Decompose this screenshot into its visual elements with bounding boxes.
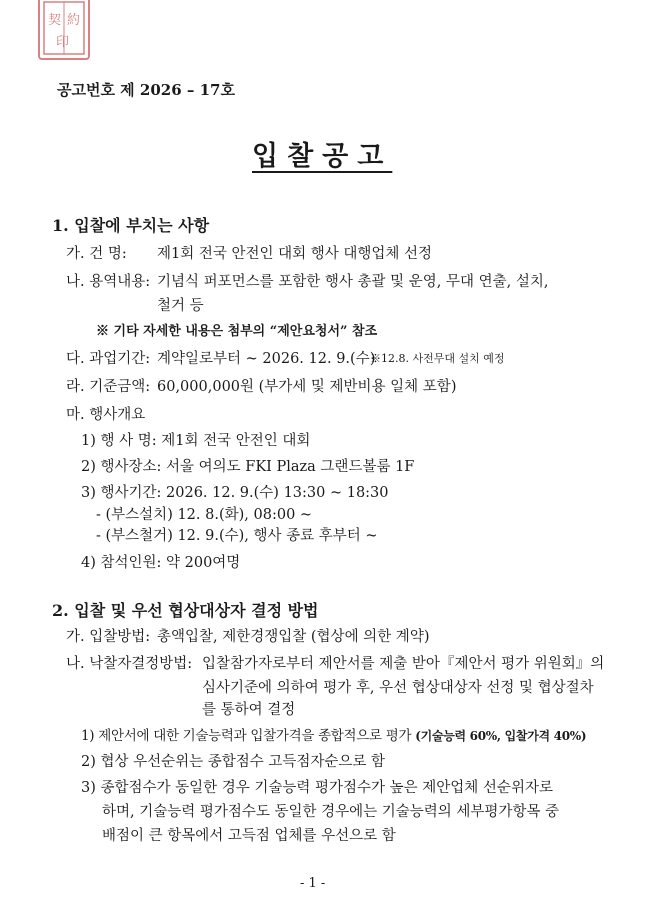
s2-na-label: 나. 낙찰자결정방법: bbox=[66, 656, 193, 672]
s2-item-2: 2) 협상 우선순위는 종합점수 고득점자순으로 함 bbox=[81, 754, 386, 770]
official-seal-icon bbox=[38, 0, 90, 60]
s1-na-value-line2: 철거 등 bbox=[157, 298, 204, 314]
s2-ga-label: 가. 입찰방법: bbox=[66, 629, 151, 645]
svg-text:約: 約 bbox=[67, 13, 81, 28]
s2-na-value-line1: 입찰참가자로부터 제안서를 제출 받아『제안서 평가 위원회』의 bbox=[202, 656, 605, 672]
s1-ga-value: 제1회 전국 안전인 대회 행사 대행업체 선정 bbox=[157, 246, 432, 262]
s1-da-value: 계약일로부터 ~ 2026. 12. 9.(수) bbox=[157, 351, 376, 367]
s1-na-label: 나. 용역내용: bbox=[66, 274, 151, 290]
s1-da-note: ※12.8. 사전무대 설치 예정 bbox=[370, 352, 505, 365]
s1-ra-value: 60,000,000원 (부가세 및 제반비용 일체 포함) bbox=[157, 379, 457, 395]
s2-item-3-line2: 하며, 기술능력 평가점수도 동일한 경우에는 기술능력의 세부평가항목 중 bbox=[102, 804, 560, 820]
section-1-heading: 1. 입찰에 부치는 사항 bbox=[52, 216, 210, 235]
s2-ga-value: 총액입찰, 제한경쟁입찰 (협상에 의한 계약) bbox=[157, 629, 430, 645]
s1-ma-item-3: 3) 행사기간: 2026. 12. 9.(수) 13:30 ~ 18:30 bbox=[81, 485, 389, 501]
s2-item-3-line1: 3) 종합점수가 동일한 경우 기술능력 평가점수가 높은 제안업체 선순위자로 bbox=[81, 780, 553, 796]
page-number: - 1 - bbox=[300, 876, 326, 891]
s1-reference-note: ※ 기타 자세한 내용은 첨부의 “제안요청서” 참조 bbox=[96, 324, 378, 339]
s1-ma-item-3a: - (부스설치) 12. 8.(화), 08:00 ~ bbox=[96, 507, 313, 523]
notice-number: 공고번호 제 2026 – 17호 bbox=[57, 81, 235, 99]
s1-ra-label: 라. 기준금액: bbox=[66, 379, 151, 395]
s1-na-value-line1: 기념식 퍼포먼스를 포함한 행사 총괄 및 운영, 무대 연출, 설치, bbox=[157, 274, 549, 290]
s1-da-label: 다. 과업기간: bbox=[66, 351, 151, 367]
s1-ma-item-3b: - (부스철거) 12. 9.(수), 행사 종료 후부터 ~ bbox=[96, 528, 378, 544]
s1-ga-label: 가. 건 명: bbox=[66, 246, 127, 262]
svg-text:印: 印 bbox=[56, 35, 70, 50]
s2-na-value-line3: 를 통하여 결정 bbox=[202, 702, 296, 718]
s2-item-1-text: 1) 제안서에 대한 기술능력과 입찰가격을 종합적으로 평가 bbox=[81, 728, 412, 744]
s1-ma-item-2: 2) 행사장소: 서울 여의도 FKI Plaza 그랜드볼룸 1F bbox=[81, 459, 415, 475]
section-2-heading: 2. 입찰 및 우선 협상대상자 결정 방법 bbox=[52, 601, 319, 620]
svg-text:契: 契 bbox=[48, 13, 62, 28]
s1-ma-item-1: 1) 행 사 명: 제1회 전국 안전인 대회 bbox=[81, 433, 311, 449]
s2-na-value-line2: 심사기준에 의하여 평가 후, 우선 협상대상자 선정 및 협상절차 bbox=[202, 680, 594, 696]
document-title: 입찰공고 bbox=[252, 141, 393, 172]
s2-item-1 bbox=[81, 724, 586, 744]
s1-ma-label: 마. 행사개요 bbox=[66, 407, 146, 423]
s2-item-3-line3: 배점이 큰 항목에서 고득점 업체를 우선으로 함 bbox=[102, 828, 396, 844]
s2-item-1-weights: (기술능력 60%, 입찰가격 40%) bbox=[415, 729, 587, 743]
s1-ma-item-4: 4) 참석인원: 약 200여명 bbox=[81, 555, 241, 571]
